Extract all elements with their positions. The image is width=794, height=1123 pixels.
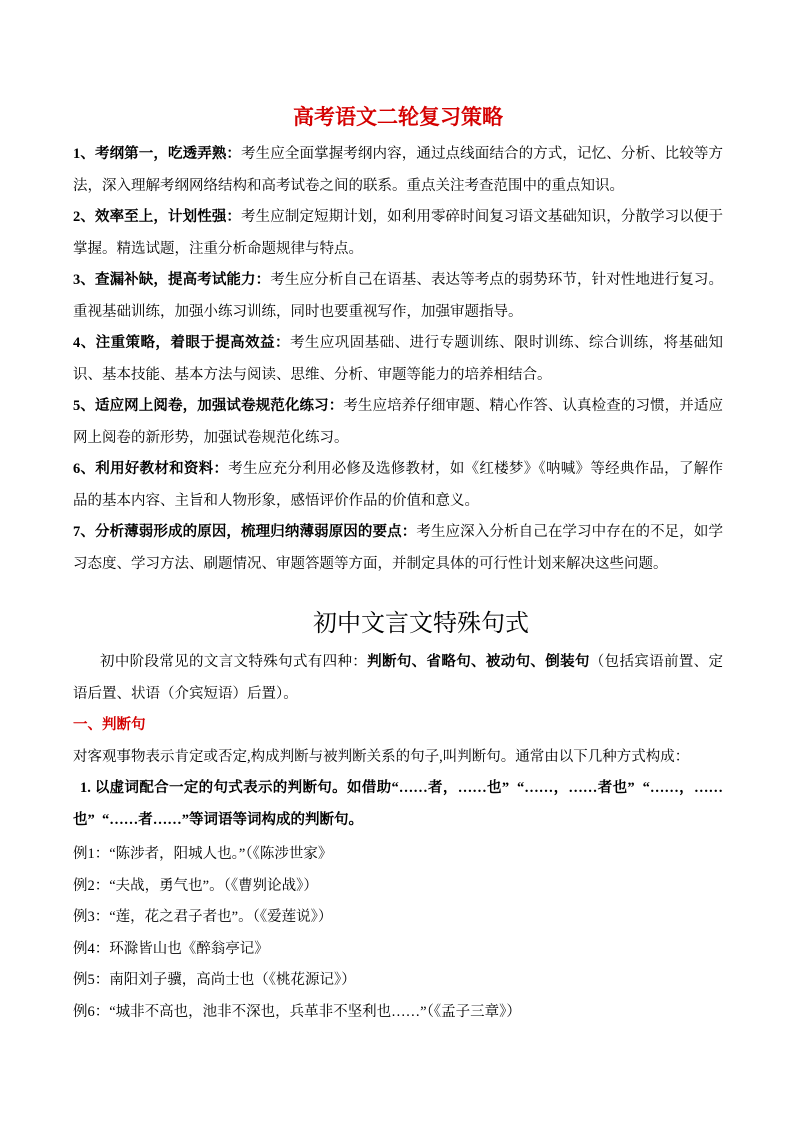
strategy-item-body: 考生应分析自己在语基、表达等考点的弱势环节，针对性地进行复习。重视基础训练，加强小练习训练，同时也要重视写作，加强审题指导。 (73, 272, 724, 320)
strategy-item (73, 265, 723, 328)
strategy-item-body: 考生应充分利用必修及选修教材，如《红楼梦》《呐喊》等经典作品，了解作品的基本内容、主旨和人物形象，感悟评价作品的价值和意义。 (73, 461, 723, 509)
strategy-item (73, 202, 723, 265)
classical-intro (73, 647, 723, 710)
strategy-item (73, 328, 723, 391)
strategy-item-lead: 7、分析薄弱形成的原因，梳理归纳薄弱原因的要点： (73, 524, 417, 540)
example-item: 例6：“城非不高也，池非不深也，兵革非不坚利也……”（《孟子三章》） (73, 1003, 521, 1020)
strategy-item-body: 考生应培养仔细审题、精心作答、认真检查的习惯，并适应网上阅卷的新形势，加强试卷规范化练习。 (73, 398, 724, 446)
strategy-item (73, 454, 723, 517)
example-item: 例4：环滁皆山也《醉翁亭记》 (73, 940, 269, 957)
example-list (73, 839, 723, 1028)
example-item: 例2：“夫战，勇气也”。（《曹刿论战》） (73, 877, 318, 894)
section-heading: 一、判断句 (73, 717, 146, 733)
page-content (73, 101, 723, 1028)
strategy-item-lead: 4、注重策略，着眼于提高效益： (73, 335, 290, 351)
strategy-item (73, 391, 723, 454)
strategy-item (73, 517, 723, 580)
strategy-item-body: 考生应制定短期计划，如利用零碎时间复习语文基础知识，分散学习以便于掌握。精选试题，注重分析命题规律与特点。 (73, 209, 723, 257)
strategy-item (73, 139, 723, 202)
strategy-item-body: 考生应深入分析自己在学习中存在的不足，如学习态度、学习方法、刷题情况、审题答题等方面，并制定具体的可行性计划来解决这些问题。 (73, 524, 724, 572)
strategy-list (73, 139, 723, 580)
example-item: 例5：南阳刘子骥，高尚士也（《桃花源记》） (73, 972, 356, 988)
strategy-item-lead: 6、利用好教材和资料： (73, 461, 229, 477)
point-1: 1. 以虚词配合一定的句式表示的判断句。如借助“……者，……也” “……，……者也” “……，……也” “……者……”等词语等词构成的判断句。 (73, 780, 723, 828)
strategy-item-lead: 5、适应网上阅卷，加强试卷规范化练习： (73, 398, 344, 414)
classical-title: 初中文言文特殊句式 (313, 611, 529, 637)
definition-paragraph: 对客观事物表示肯定或否定,构成判断与被判断关系的句子,叫判断句。通常由以下几种方式构成： (73, 748, 690, 765)
strategy-item-lead: 3、查漏补缺，提高考试能力： (73, 272, 271, 288)
example-item: 例1：“陈涉者，阳城人也。”（《陈涉世家》 (73, 846, 333, 862)
strategy-item-lead: 1、考纲第一，吃透弄熟： (73, 146, 242, 162)
strategy-item-body: 考生应巩固基础、进行专题训练、限时训练、综合训练，将基础知识、基本技能、基本方法与阅读、思维、分析、审题等能力的培养相结合。 (73, 335, 724, 383)
strategy-title: 高考语文二轮复习策略 (293, 106, 503, 129)
intro-text-end: （包括宾语前置、定语后置、状语（介宾短语）后置）。 (73, 654, 724, 702)
intro-emphasis: 判断句、省略句、被动句、倒装句 (367, 654, 590, 670)
strategy-item-lead: 2、效率至上，计划性强： (73, 209, 242, 225)
strategy-item-body: 考生应全面掌握考纲内容，通过点线面结合的方式，记忆、分析、比较等方法，深入理解考纲网络结构和高考试卷之间的联系。重点关注考查范围中的重点知识。 (73, 146, 723, 194)
example-item: 例3：“莲，花之君子者也”。（《爱莲说》） (73, 909, 333, 925)
intro-text: 初中阶段常见的文言文特殊句式有四种： (100, 654, 368, 670)
